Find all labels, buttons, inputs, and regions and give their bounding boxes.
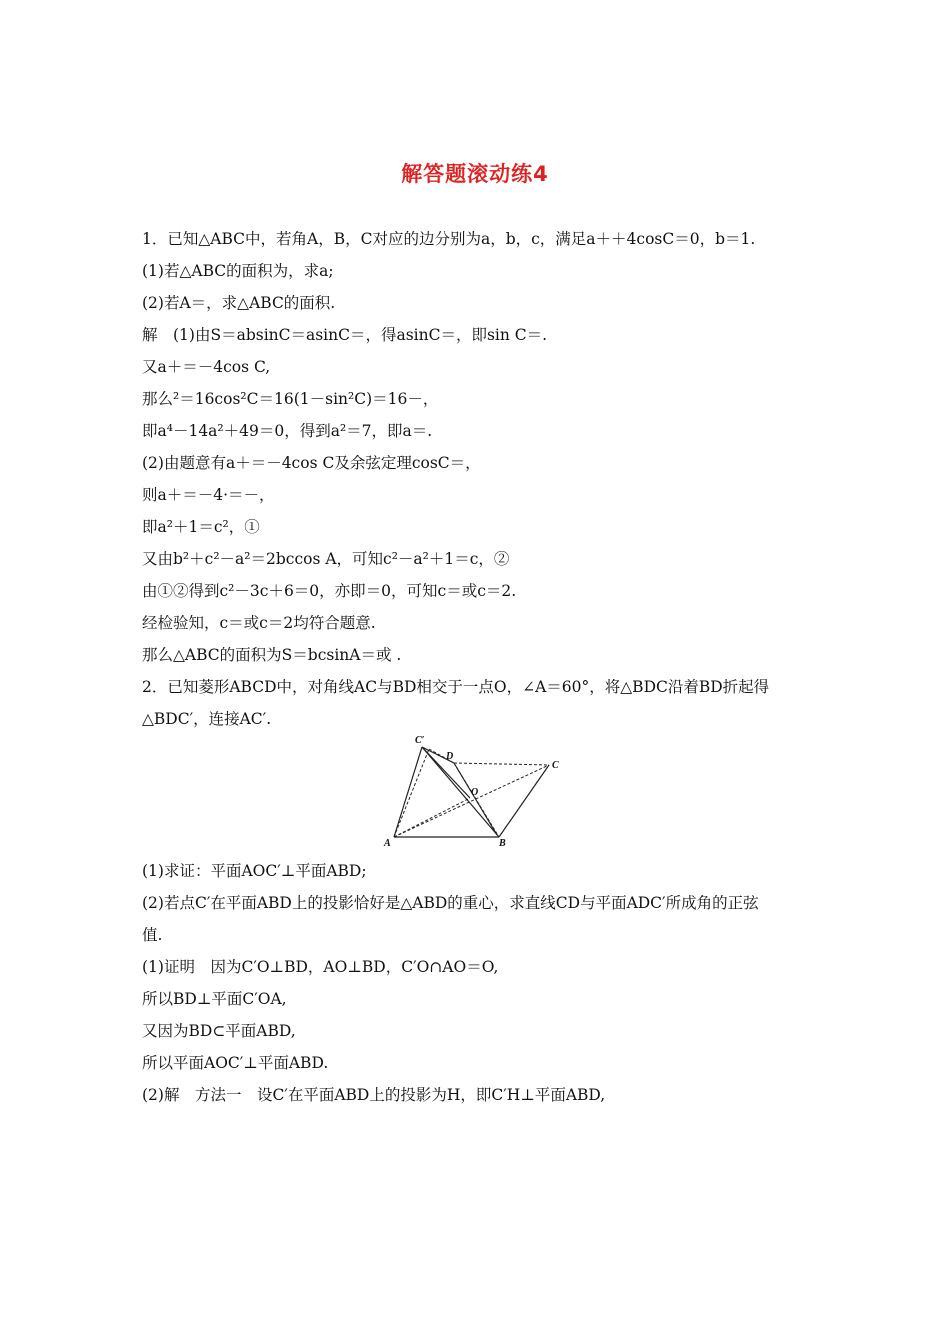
edge-ad [394,749,429,837]
edge-dc [454,763,549,765]
text-line: 2．已知菱形ABCD中，对角线AC与BD相交于一点O，∠A＝60°，将△BDC沿着BD折起得 [142,678,770,696]
text-line: 由①②得到c²－3c＋6＝0，亦即＝0，可知c＝或c＝2. [142,582,517,600]
text-line: (2)解 方法一 设C′在平面ABD上的投影为H，即C′H⊥平面ABD, [142,1086,606,1104]
label-c: C [552,760,559,771]
text-line: (2)由题意有a＋＝－4cos C及余弦定理cosC＝， [142,454,481,472]
segment-ao [394,798,470,837]
label-b: B [499,838,506,849]
label-d: D [446,751,454,762]
edge-db [454,763,497,835]
text-line: (2)若A＝，求△ABC的面积. [142,294,336,312]
text-line: 则a＋＝－4·＝－， [142,486,275,504]
text-line: △BDC′，连接AC′. [142,710,272,728]
text-line: (2)若点C′在平面ABD上的投影恰好是△ABD的重心，求直线CD与平面ADC′所成角的正弦 [142,894,759,912]
text-line: 所以平面AOC′⊥平面ABD. [142,1054,329,1072]
text-line: 即a⁴－14a²＋49＝0，得到a²＝7，即a＝. [142,422,433,440]
label-c-prime: C′ [415,735,425,746]
edge-c-prime-b [422,747,499,837]
text-line: 1．已知△ABC中，若角A，B，C对应的边分别为a，b，c，满足a＋＋4cosC＝0，b＝1. [142,230,756,248]
label-o: O [471,787,479,798]
text-line: 又a＋＝－4cos C, [142,358,271,376]
text-line: 那么△ABC的面积为S＝bcsinA＝或 . [142,646,402,664]
text-line: (1)若△ABC的面积为，求a; [142,262,334,280]
page-title: 解答题滚动练4 [401,162,549,186]
rhombus-diagram [378,733,568,853]
edge-ac-prime [394,747,422,837]
rhombus-figure [378,733,568,853]
text-line: 解 (1)由S＝absinC＝asinC＝，得asinC＝，即sin C＝. [142,326,548,344]
text-line: 值. [142,926,163,944]
text-line: 又由b²＋c²－a²＝2bccos A，可知c²－a²＋1＝c，② [142,550,510,568]
text-line: 即a²＋1＝c²，① [142,518,260,536]
text-line: 又因为BD⊂平面ABD, [142,1022,296,1040]
text-line: 那么²＝16cos²C＝16(1－sin²C)＝16－， [142,390,439,408]
text-line: 经检验知，c＝或c＝2均符合题意. [142,614,376,632]
edge-bc [499,765,549,837]
text-line: (1)求证：平面AOC′⊥平面ABD; [142,862,367,880]
text-line: (1)证明 因为C′O⊥BD，AO⊥BD，C′O∩AO＝O, [142,958,499,976]
label-a: A [384,838,391,849]
diagonal-ac [394,765,549,837]
text-line: 所以BD⊥平面C′OA, [142,990,287,1008]
